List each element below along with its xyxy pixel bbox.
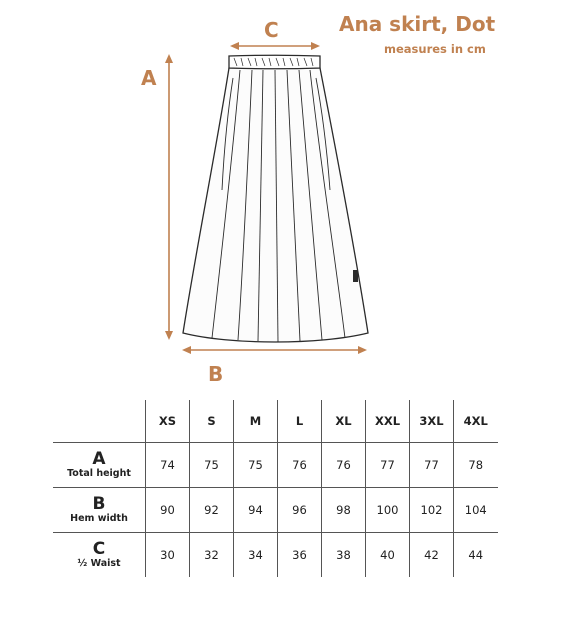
dimension-label-c: C	[264, 18, 279, 42]
size-header: XL	[322, 400, 366, 443]
size-header: M	[234, 400, 278, 443]
size-header: 3XL	[410, 400, 454, 443]
table-cell: 102	[410, 488, 454, 533]
table-cell: 40	[366, 533, 410, 578]
table-cell: 90	[146, 488, 190, 533]
title: Ana skirt, Dot	[339, 12, 496, 36]
table-cell: 94	[234, 488, 278, 533]
table-cell: 104	[454, 488, 498, 533]
table-cell: 76	[278, 443, 322, 488]
arrowhead-c-left	[230, 42, 239, 50]
size-header: L	[278, 400, 322, 443]
table-row	[53, 533, 498, 578]
size-header-row	[53, 400, 498, 443]
row-letter: B	[92, 494, 106, 514]
row-letter: C	[92, 539, 106, 559]
table-cell: 36	[278, 533, 322, 578]
subtitle: measures in cm	[384, 42, 486, 56]
size-header: XXL	[366, 400, 410, 443]
table-cell: 75	[234, 443, 278, 488]
label-tag	[353, 270, 358, 282]
table-cell: 96	[278, 488, 322, 533]
table-cell: 30	[146, 533, 190, 578]
table-corner	[53, 400, 146, 443]
row-letter: A	[92, 449, 106, 469]
table-cell: 42	[410, 533, 454, 578]
arrowhead-b-left	[182, 346, 191, 354]
table-cell: 78	[454, 443, 498, 488]
table-row	[53, 488, 498, 533]
arrowhead-b-right	[358, 346, 367, 354]
size-header: S	[190, 400, 234, 443]
table-cell: 44	[454, 533, 498, 578]
row-label: ½ Waist	[77, 558, 121, 569]
table-cell: 75	[190, 443, 234, 488]
table-cell: 77	[410, 443, 454, 488]
table-cell: 92	[190, 488, 234, 533]
table-cell: 100	[366, 488, 410, 533]
table-cell: 77	[366, 443, 410, 488]
table-cell: 76	[322, 443, 366, 488]
dimension-label-b: B	[208, 362, 224, 386]
table-cell: 38	[322, 533, 366, 578]
arrowhead-a-bottom	[165, 331, 173, 340]
table-row	[53, 443, 498, 488]
table-cell: 32	[190, 533, 234, 578]
arrowhead-c-right	[311, 42, 320, 50]
skirt-outline	[183, 55, 368, 342]
table-cell: 74	[146, 443, 190, 488]
row-label: Hem width	[70, 513, 128, 524]
row-header-b	[53, 488, 146, 533]
dimension-label-a: A	[141, 66, 157, 90]
table-cell: 98	[322, 488, 366, 533]
table-cell: 34	[234, 533, 278, 578]
size-header: XS	[146, 400, 190, 443]
row-header-a	[53, 443, 146, 488]
size-header: 4XL	[454, 400, 498, 443]
arrowhead-a-top	[165, 54, 173, 63]
row-label: Total height	[67, 468, 131, 479]
row-header-c	[53, 533, 146, 578]
size-table	[53, 400, 498, 577]
